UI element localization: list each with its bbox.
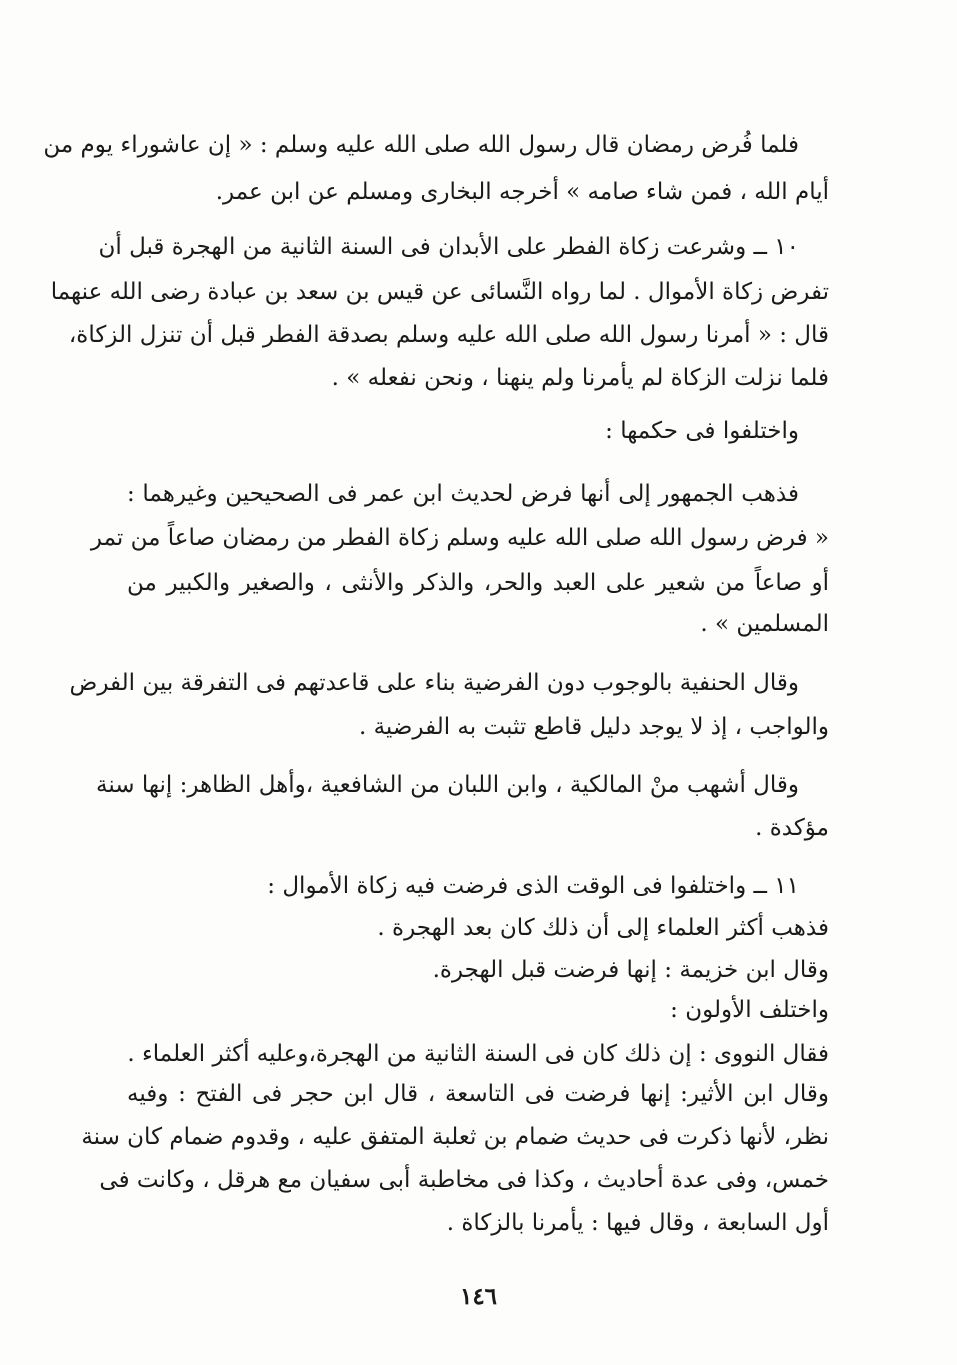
text-line: وقال أشهب منْ المالكية ، وابن اللبان من الشافعية ،وأهل الظاهر: إنها سنة: [96, 772, 799, 798]
text-line: أو صاعاً من شعير على العبد والحر، والذكر والأنثى ، والصغير والكبير من: [127, 570, 829, 596]
text-line: أول السابعة ، وقال فيها : يأمرنا بالزكاة .: [446, 1210, 829, 1236]
text-line: فلما فُرض رمضان قال رسول الله صلى الله عليه وسلم : « إن عاشوراء يوم من: [43, 132, 799, 158]
text-line: « فرض رسول الله صلى الله عليه وسلم زكاة الفطر من رمضان صاعاً من تمر: [90, 525, 829, 551]
text-line: أيام الله ، فمن شاء صامه » أخرجه البخارى ومسلم عن ابن عمر.: [215, 179, 829, 205]
text-line: فذهب الجمهور إلى أنها فرض لحديث ابن عمر فى الصحيحين وغيرهما :: [127, 481, 799, 507]
text-line: نظر، لأنها ذكرت فى حديث ضمام بن ثعلبة المتفق عليه ، وقدوم ضمام كان سنة: [81, 1124, 829, 1150]
text-line: فذهب أكثر العلماء إلى أن ذلك كان بعد الهجرة .: [377, 915, 829, 941]
text-line: واختلفوا فى حكمها :: [605, 418, 799, 444]
text-line: قال : « أمرنا رسول الله صلى الله عليه وسلم بصدقة الفطر قبل أن تنزل الزكاة،: [68, 322, 829, 348]
text-line: فقال النووى : إن ذلك كان فى السنة الثانية من الهجرة،وعليه أكثر العلماء .: [127, 1041, 829, 1067]
text-line: واختلف الأولون :: [670, 997, 829, 1023]
text-line: خمس، وفى عدة أحاديث ، وكذا فى مخاطبة أبى سفيان مع هرقل ، وكانت فى: [99, 1167, 829, 1193]
text-line: وقال ابن الأثير: إنها فرضت فى التاسعة ، قال ابن حجر فى الفتح : وفيه: [127, 1081, 829, 1107]
text-line: ١١ ــ واختلفوا فى الوقت الذى فرضت فيه زكاة الأموال :: [267, 873, 799, 899]
text-line: فلما نزلت الزكاة لم يأمرنا ولم ينهنا ، ونحن نفعله » .: [331, 365, 829, 391]
text-line: مؤكدة .: [755, 815, 829, 841]
text-line: والواجب ، إذ لا يوجد دليل قاطع تثبت به الفرضية .: [358, 714, 829, 740]
text-line: ١٠ ــ وشرعت زكاة الفطر على الأبدان فى السنة الثانية من الهجرة قبل أن: [98, 234, 799, 260]
text-line: وقال الحنفية بالوجوب دون الفرضية بناء على قاعدتهم فى التفرقة بين الفرض: [69, 670, 799, 696]
text-line: تفرض زكاة الأموال . لما رواه النَّسائى عن قيس بن سعد بن عبادة رضى الله عنهما: [50, 279, 829, 305]
page-number: ١٤٦: [459, 1283, 498, 1310]
text-line: المسلمين » .: [700, 611, 829, 637]
text-line: وقال ابن خزيمة : إنها فرضت قبل الهجرة.: [432, 957, 829, 983]
